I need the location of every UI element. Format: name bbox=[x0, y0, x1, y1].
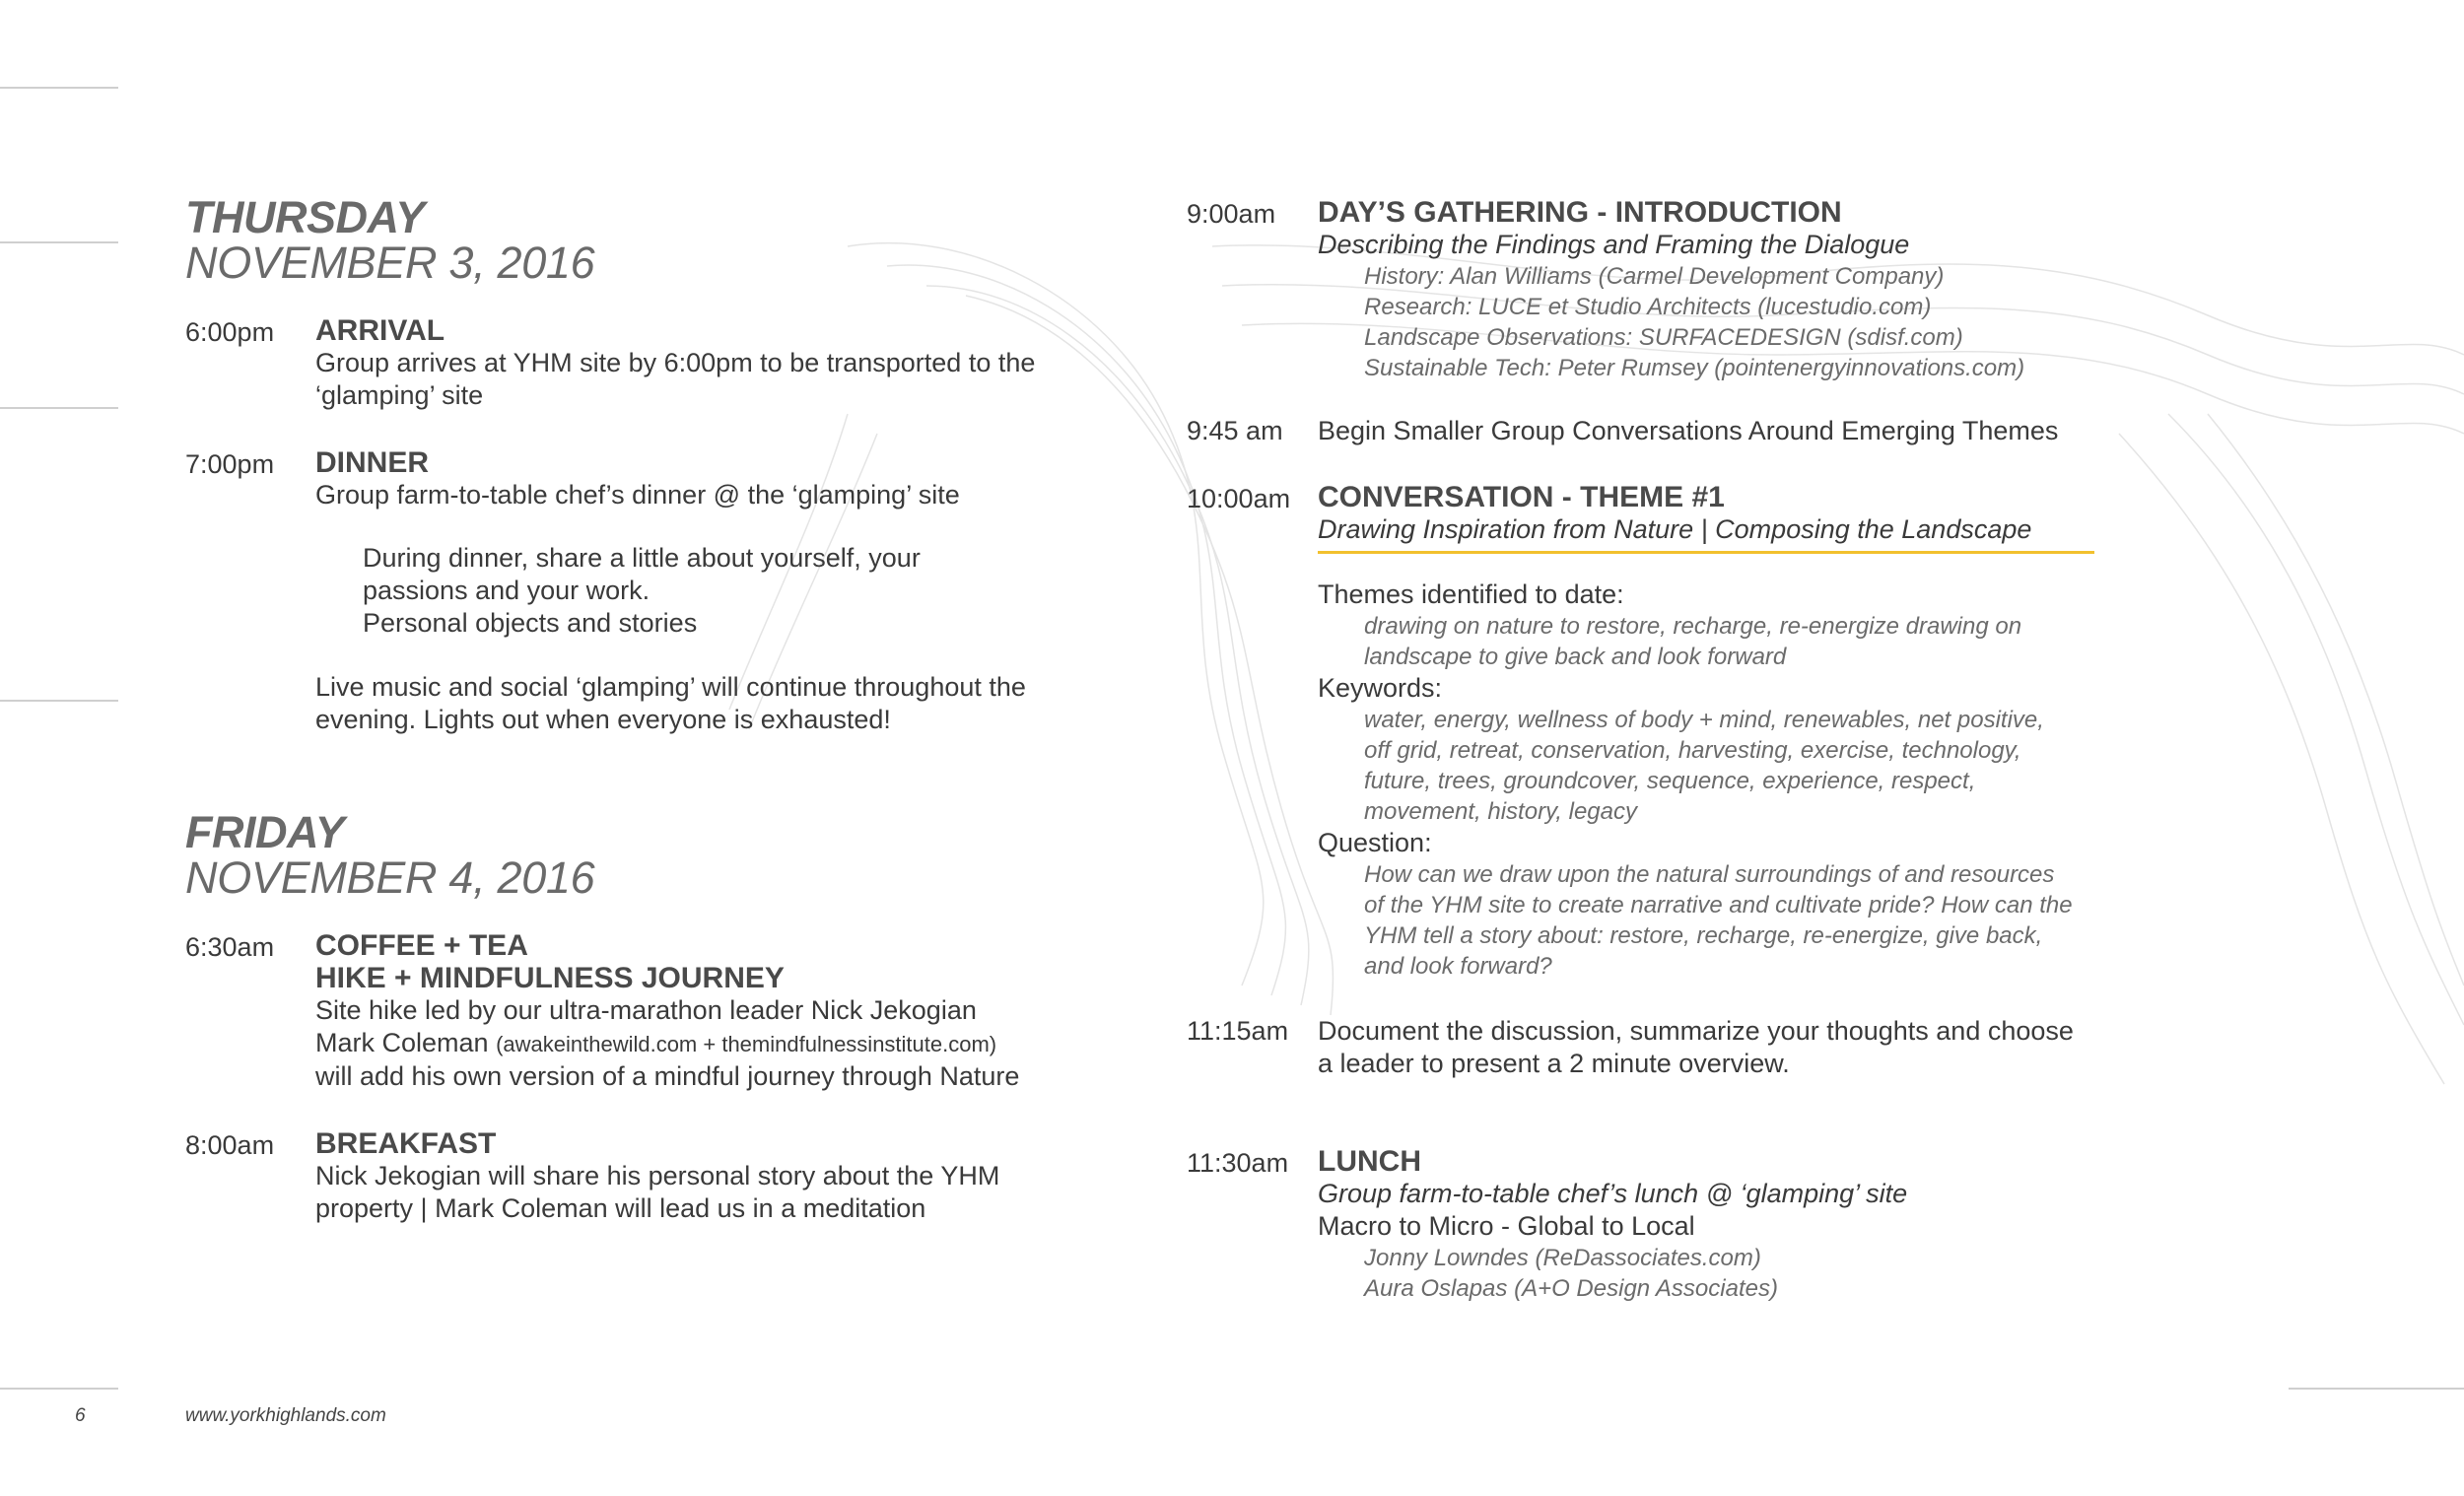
event-title: LUNCH bbox=[1318, 1145, 1421, 1178]
keyword-text: off grid, retreat, conservation, harvesting, exercise, technology, bbox=[1364, 737, 2021, 764]
event-time: 11:15am bbox=[1187, 1016, 1289, 1046]
event-text: property | Mark Coleman will lead us in a meditation bbox=[315, 1193, 926, 1223]
margin-rule bbox=[0, 241, 118, 243]
presenter: Sustainable Tech: Peter Rumsey (pointenergyinnovations.com) bbox=[1364, 355, 2025, 381]
event-arrival bbox=[315, 314, 1064, 412]
event-subtitle: Drawing Inspiration from Nature | Composing the Landscape bbox=[1318, 514, 2032, 544]
event-text: Live music and social ‘glamping’ will continue throughout the bbox=[315, 672, 1026, 702]
event-time: 10:00am bbox=[1187, 484, 1291, 513]
question-text: How can we draw upon the natural surroundings of and resources bbox=[1364, 861, 2055, 888]
keywords-list bbox=[1364, 705, 2205, 827]
themes-list bbox=[1364, 611, 2205, 672]
event-conversation-theme bbox=[1318, 481, 2205, 982]
day-date: NOVEMBER 3, 2016 bbox=[185, 237, 595, 288]
day-date: NOVEMBER 4, 2016 bbox=[185, 851, 595, 903]
event-subtitle: Group farm-to-table chef’s lunch @ ‘glamping’ site bbox=[1318, 1179, 1908, 1208]
event-text: ‘glamping’ site bbox=[315, 380, 484, 410]
event-time: 7:00pm bbox=[185, 449, 275, 479]
event-title: DINNER bbox=[315, 446, 430, 479]
event-coffee-hike bbox=[315, 929, 1104, 1093]
event-time: 9:45 am bbox=[1187, 416, 1283, 445]
event-text: a leader to present a 2 minute overview. bbox=[1318, 1049, 1790, 1078]
question-text: YHM tell a story about: restore, recharge, re-energize, give back, bbox=[1364, 922, 2043, 949]
event-lunch bbox=[1318, 1145, 2205, 1304]
day-heading-friday bbox=[185, 807, 595, 903]
event-title: DAY’S GATHERING - INTRODUCTION bbox=[1318, 196, 1842, 229]
presenter-list bbox=[1364, 261, 2205, 383]
event-time: 6:00pm bbox=[185, 317, 275, 347]
event-time: 11:30am bbox=[1187, 1148, 1289, 1178]
theme-text: landscape to give back and look forward bbox=[1364, 644, 1787, 670]
day-heading-thursday bbox=[185, 192, 595, 288]
question-list bbox=[1364, 859, 2205, 982]
event-subtitle: Describing the Findings and Framing the Dialogue bbox=[1318, 230, 1910, 259]
theme-text: drawing on nature to restore, recharge, re-energize drawing on bbox=[1364, 613, 2022, 640]
event-text: Group farm-to-table chef’s dinner @ the ‘glamping’ site bbox=[315, 480, 960, 510]
day-name: THURSDAY bbox=[185, 192, 425, 242]
event-text: Nick Jekogian will share his personal story about the YHM bbox=[315, 1161, 1000, 1190]
event-text: Personal objects and stories bbox=[363, 608, 698, 638]
event-text: Site hike led by our ultra-marathon leader Nick Jekogian bbox=[315, 995, 977, 1025]
event-text: passions and your work. bbox=[363, 576, 650, 605]
keyword-text: future, trees, groundcover, sequence, experience, respect, bbox=[1364, 768, 1976, 794]
event-document-discussion bbox=[1318, 1015, 2205, 1080]
presenter: Aura Oslapas (A+O Design Associates) bbox=[1364, 1275, 1778, 1302]
event-title: CONVERSATION - THEME #1 bbox=[1318, 481, 1725, 513]
presenter: History: Alan Williams (Carmel Development Company) bbox=[1364, 263, 1945, 290]
event-text bbox=[315, 1027, 1104, 1060]
event-days-gathering bbox=[1318, 196, 2205, 383]
event-title: BREAKFAST bbox=[315, 1127, 497, 1160]
event-text: will add his own version of a mindful journey through Nature bbox=[315, 1061, 1020, 1091]
question-text: and look forward? bbox=[1364, 953, 1552, 980]
question-text: of the YHM site to create narrative and cultivate pride? How can the bbox=[1364, 892, 2073, 918]
day-name: FRIDAY bbox=[185, 807, 345, 857]
keyword-text: movement, history, legacy bbox=[1364, 798, 1637, 825]
event-time: 6:30am bbox=[185, 932, 275, 962]
after-note bbox=[315, 671, 1084, 736]
event-text-links: (awakeinthewild.com + themindfulnessinstitute.com) bbox=[496, 1032, 997, 1056]
margin-rule bbox=[2289, 1388, 2464, 1390]
question-label: Question: bbox=[1318, 828, 1432, 857]
presenter: Landscape Observations: SURFACEDESIGN (sdisf.com) bbox=[1364, 324, 1963, 351]
footer-url: www.yorkhighlands.com bbox=[185, 1405, 386, 1426]
event-text: Group arrives at YHM site by 6:00pm to be transported to the bbox=[315, 348, 1036, 377]
event-time: 8:00am bbox=[185, 1130, 275, 1160]
margin-rule bbox=[0, 700, 118, 702]
event-breakfast bbox=[315, 1127, 1104, 1225]
presenter-list bbox=[1364, 1243, 2205, 1304]
event-dinner bbox=[315, 446, 1084, 736]
event-title: COFFEE + TEA bbox=[315, 929, 528, 962]
event-text-main: Mark Coleman bbox=[315, 1028, 497, 1057]
event-group-conversations: Begin Smaller Group Conversations Around Emerging Themes bbox=[1318, 416, 2059, 445]
event-time: 9:00am bbox=[1187, 199, 1276, 229]
presenter: Research: LUCE et Studio Architects (lucestudio.com) bbox=[1364, 294, 1932, 320]
keyword-text: water, energy, wellness of body + mind, renewables, net positive, bbox=[1364, 707, 2044, 733]
subtitle-underline bbox=[1318, 551, 2094, 554]
event-text: Macro to Micro - Global to Local bbox=[1318, 1211, 1695, 1241]
presenter: Jonny Lowndes (ReDassociates.com) bbox=[1364, 1245, 1761, 1271]
margin-rule bbox=[0, 87, 118, 89]
event-text: Document the discussion, summarize your thoughts and choose bbox=[1318, 1016, 2074, 1046]
event-text: evening. Lights out when everyone is exhausted! bbox=[315, 705, 891, 734]
margin-rule bbox=[0, 407, 118, 409]
margin-rule bbox=[0, 1388, 118, 1390]
themes-label: Themes identified to date: bbox=[1318, 579, 1624, 609]
event-title: HIKE + MINDFULNESS JOURNEY bbox=[315, 962, 785, 994]
event-title: ARRIVAL bbox=[315, 314, 445, 347]
keywords-label: Keywords: bbox=[1318, 673, 1443, 703]
indented-note bbox=[363, 542, 1084, 640]
page-number: 6 bbox=[75, 1405, 86, 1426]
event-text: During dinner, share a little about yourself, your bbox=[363, 543, 921, 573]
